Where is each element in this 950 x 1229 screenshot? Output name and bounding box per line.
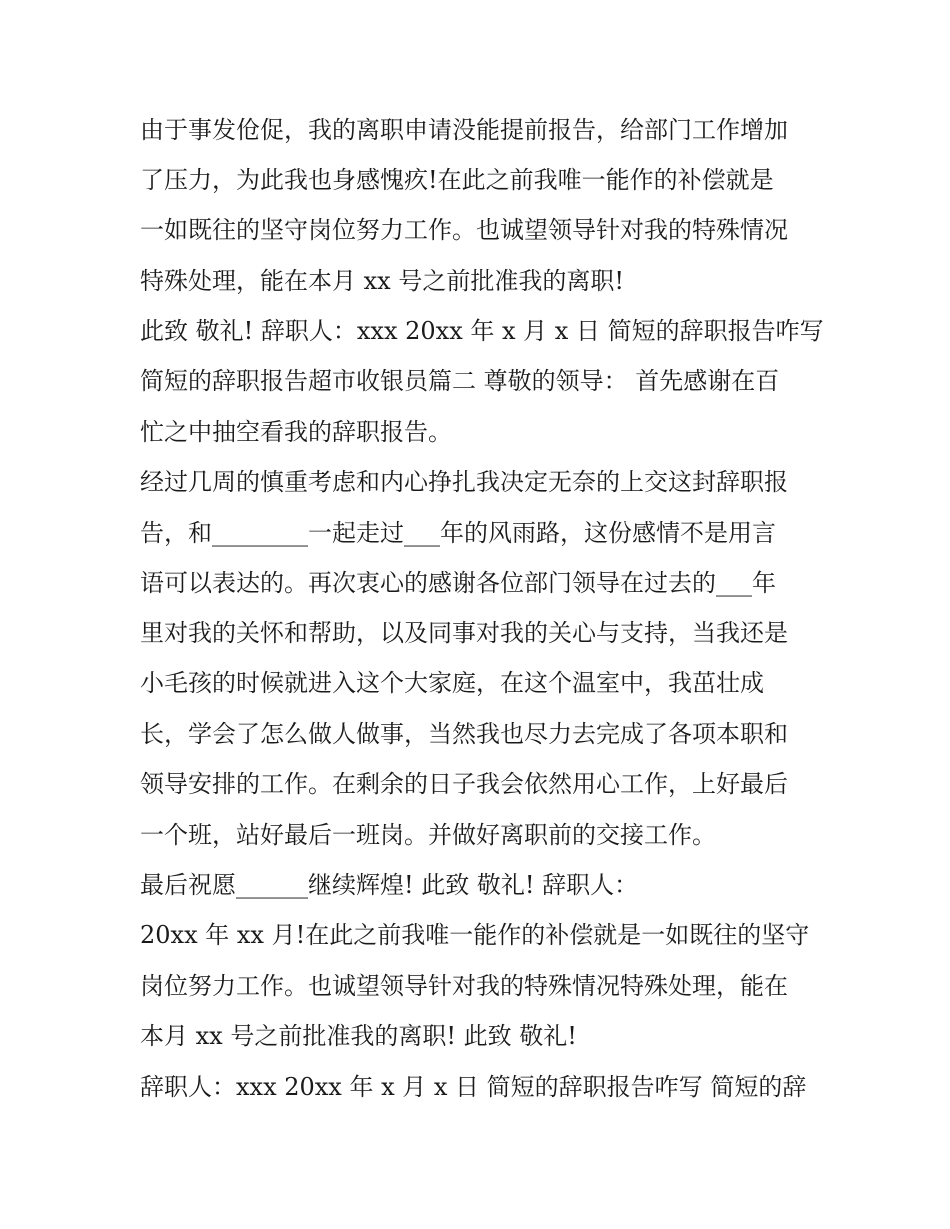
text-line: 本月 xx 号之前批准我的离职! 此致 敬礼! [140,1022,577,1050]
text-line: 长，学会了怎么做人做事，当然我也尽力去完成了各项本职和 [140,720,788,748]
text-line: 辞职人：xxx 20xx 年 x 月 x 日 简短的辞职报告咋写 简短的辞 [140,1073,807,1101]
text-line: 小毛孩的时候就进入这个大家庭，在这个温室中，我茁壮成 [140,669,764,697]
text-line: 最后祝愿______继续辉煌! 此致 敬礼! 辞职人： [140,871,639,899]
text-line: 了压力，为此我也身感愧疚!在此之前我唯一能作的补偿就是 [140,166,774,194]
text-line: 此致 敬礼! 辞职人：xxx 20xx 年 x 月 x 日 简短的辞职报告咋写 [140,317,824,345]
text-line: 领导安排的工作。在剩余的日子我会依然用心工作，上好最后 [140,770,788,798]
text-line: 由于事发伧促，我的离职申请没能提前报告，给部门工作增加 [140,116,788,144]
text-line: 告，和________一起走过___年的风雨路，这份感情不是用言 [140,519,776,547]
text-line: 忙之中抽空看我的辞职报告。 [140,418,452,446]
text-line: 一如既往的坚守岗位努力工作。也诚望领导针对我的特殊情况 [140,216,788,244]
text-line: 一个班，站好最后一班岗。并做好离职前的交接工作。 [140,821,716,849]
text-line: 特殊处理，能在本月 xx 号之前批准我的离职! [140,267,624,295]
text-line: 20xx 年 xx 月!在此之前我唯一能作的补偿就是一如既往的坚守 [140,921,810,949]
text-line: 里对我的关怀和帮助，以及同事对我的关心与支持，当我还是 [140,619,788,647]
text-line: 经过几周的慎重考虑和内心挣扎我决定无奈的上交这封辞职报 [140,468,788,496]
text-line: 简短的辞职报告超市收银员篇二 尊敬的领导： 首先感谢在百 [140,367,780,395]
text-line: 岗位努力工作。也诚望领导针对我的特殊情况特殊处理，能在 [140,972,788,1000]
text-line: 语可以表达的。再次衷心的感谢各位部门领导在过去的___年 [140,569,776,597]
